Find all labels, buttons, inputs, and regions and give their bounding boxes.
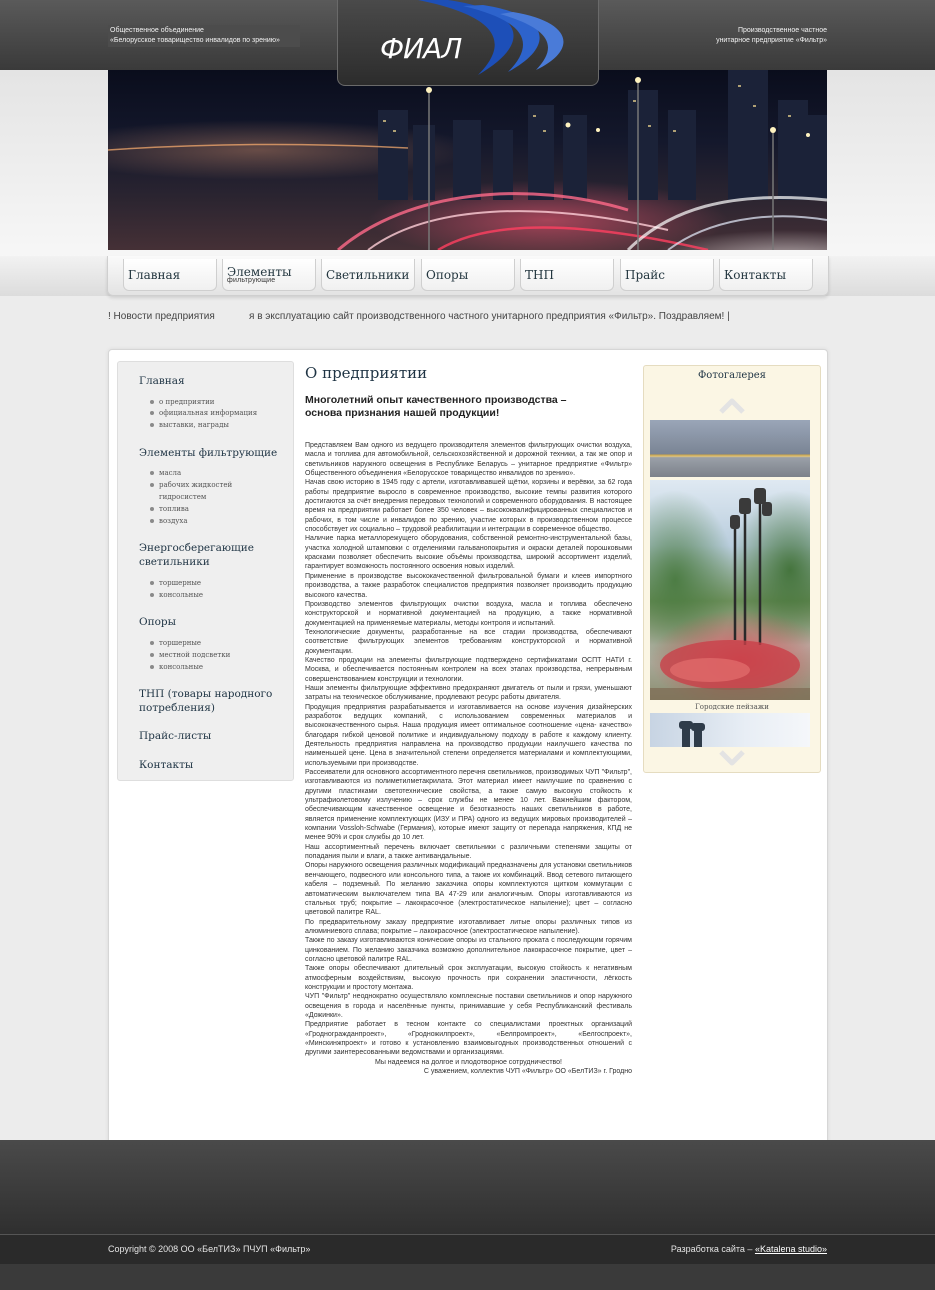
sidebar-subitem-console-poles[interactable]: консольные <box>159 662 203 674</box>
nav-item-label: Опоры <box>426 268 469 282</box>
sidebar-item-price-lists[interactable]: Прайс-листы <box>139 730 212 742</box>
footer-copyright: Copyright © 2008 ОО «БелТИЗ» ПЧУП «Фильтр» <box>108 1244 311 1254</box>
news-ticker-label: ! Новости предприятия <box>108 311 215 322</box>
sidebar-item-home[interactable]: Главная <box>139 375 185 387</box>
article-body <box>305 441 632 1076</box>
article-paragraph: Качество продукции на элементы фильтрующие подтверждено сертификатами ОСПТ НАТИ г. Москва, и обеспечивается постоянным контролем на всех этапах производства, непрерывным совершенствованием конструкции и технологии. <box>305 656 632 683</box>
nav-item-label: Элементы <box>227 265 292 279</box>
sidebar-subitem-about[interactable]: о предприятии <box>159 397 214 409</box>
header-left-line1: Общественное объединение <box>110 27 204 34</box>
sidebar-item-filter-elements[interactable]: Элементы фильтрующие <box>139 447 278 459</box>
nav-item-label: ТНП <box>525 268 554 282</box>
gallery-photo[interactable] <box>650 480 810 700</box>
hero-illustration <box>108 70 827 250</box>
nav-item-lamps[interactable] <box>321 259 415 291</box>
page-subtitle <box>305 394 632 420</box>
article-paragraph: Технологические документы, разработанные на все стадии производства, обеспечивают соответствие фильтрующих элементов требованиям конструкторской и нормативной документации. <box>305 628 632 655</box>
article-paragraph: Начав свою историю в 1945 году с артели, изготавливавшей щётки, корзины и верёвки, за 62 года работы предприятие выросло в современное производство, высокие темпы развития которого достигаются за счёт внедрения передовых технологий и современного оборудования. В настоящее время на предприятии работает более 350 человек – высококвалифицированных специалистов и рабочих, в том числе и инвалидов по зрению, участие которых в производственном процессе способствует их социально – трудовой реабилитации и интеграции в современное общество. <box>305 479 632 534</box>
article-paragraph: Применение в производстве высококачественной фильтровальной бумаги и клеев импортного производства, а также разработок специалистов предприятия позволяет производить продукцию высокого качества. <box>305 572 632 599</box>
article-paragraph: Наличие парка металлорежущего оборудования, собственной ремонтно-инструментальной базы, участка холодной штамповки с отделениями гальванопокрытия и окраски деталей порошковыми красками позволяет обеспечить высокие объёмы производства, широкий ассортимент изделий, гарантирует возможность постоянного освоения новых изделий. <box>305 535 632 571</box>
article-paragraph: Наши элементы фильтрующие эффективно предохраняют двигатель от пыли и грязи, уменьшают затраты на техническое обслуживание, продлевают ресурс работы двигателя. <box>305 684 632 702</box>
gallery-photo[interactable] <box>650 713 810 747</box>
page-subtitle-line2: основа признания нашей продукции! <box>305 407 500 419</box>
sidebar-subitem-working-fluids[interactable]: рабочих жидкостей <box>159 480 232 492</box>
article-paragraph: По предварительному заказу предприятие изготавливает литые опоры различных типов из алюминиевого сплава; покрытие – лакокрасочное (электростатическое напыление). <box>305 918 632 935</box>
article-paragraph: Представляем Вам одного из ведущего производителя элементов фильтрующих очистки воздуха, масла и топлива для автомобильной, сельскохозяйственной и дорожной техники, а так же опор и светильников наружного освещения в Республике Беларусь – унитарное предприятие «Фильтр» Общественного объединения «Белорусское товарищество инвалидов по зрению». <box>305 442 632 478</box>
sidebar-subitem-hydraulics[interactable]: гидросистем <box>159 493 207 501</box>
header-right-line2: унитарное предприятие «Фильтр» <box>716 37 827 44</box>
header-org-left <box>108 25 300 47</box>
nav-item-label: Главная <box>128 268 181 282</box>
footer-developer-label: Разработка сайта – <box>670 1244 755 1254</box>
hero-banner-city-night <box>108 70 827 250</box>
logo-tab <box>337 0 599 86</box>
chevron-up-icon[interactable] <box>719 396 745 414</box>
article-paragraph: Производство элементов фильтрующих очистки воздуха, масла и топлива обеспечено конструкторской и нормативной документацией на продукцию, а также нормативной документацией на применяемые материалы, методы контроля и испытаний. <box>305 600 632 627</box>
sidebar-subitem-fuel[interactable]: топлива <box>159 504 189 516</box>
sidebar-subitem-console-lamps[interactable]: консольные <box>159 590 203 602</box>
main-content <box>305 364 632 1076</box>
gallery-photo[interactable] <box>650 420 810 477</box>
developer-link[interactable]: «Katalena studio» <box>754 1244 827 1254</box>
article-closing: Мы надеемся на долгое и плодотворное сотрудничество! <box>374 1058 563 1066</box>
article-paragraph: ЧУП "Фильтр" неоднократно осуществляло комплексные поставки светильников и опор наружного освещения в города и населённые пункты, принимавшие у себя Республиканский фестиваль «Дожинки». <box>305 993 632 1019</box>
footer-developer <box>671 1244 827 1254</box>
article-paragraph: Продукция предприятия разрабатывается и изготавливается на основе изучения дизайнерских разработок ведущих компаний, с использованием современных материалов и высококачественного сырья. Наша продукция имеет оптимальное соотношение «цена- качество» благодаря гибкой ценовой политике и индивидуальному подходу в работе к каждому клиенту. Деятельность предприятия направлена на производство продукции наилучшего качества по наименьшей цене. Цена в значительной степени определяется материалами и комплектующими, используемыми при производстве. <box>305 703 632 767</box>
lower-band <box>0 1140 935 1234</box>
park-lamps-illustration <box>650 480 810 700</box>
news-ticker-text[interactable]: я в эксплуатацию сайт производственного частного унитарного предприятия «Фильтр». Поздравляем! | <box>249 311 730 322</box>
header-org-right <box>716 26 827 46</box>
sidebar-subitem-oil[interactable]: масла <box>159 468 181 480</box>
bottom-strip <box>0 1264 935 1290</box>
main-panel <box>108 349 828 1157</box>
nav-item-home[interactable] <box>123 259 217 291</box>
nav-item-poles[interactable] <box>421 259 515 291</box>
article-paragraph: Также по заказу изготавливаются конические опоры из стального проката с последующим горячим цинкованием. По желанию заказчика возможно дополнительное лакокрасочное покрытие, цвет – согласно цветовой палитре RAL. <box>305 937 632 963</box>
sidebar-item-contacts[interactable]: Контакты <box>139 759 194 771</box>
sidebar-item-consumer-goods[interactable]: ТНП (товары народного потребления) <box>139 688 273 714</box>
photo-gallery <box>643 365 821 773</box>
article-paragraph: Предприятие работает в тесном контакте со специалистами проектных организаций «Гродногражданпроект», «Гродножилпроект», «Белпромпроект», «Белгоспроект», «Минскинжпроект» и готово к установлению взаимовыгодных производственных отношений с другими заинтересованными ведомствами и организациями. <box>305 1021 632 1057</box>
sidebar-menu <box>117 361 294 781</box>
footer <box>0 1234 935 1264</box>
article-paragraph: Наш ассортиментный перечень включает светильники с различными степенями защиты от попадания пыли и влаги, а также антивандальные. <box>305 843 632 861</box>
page-title: О предприятии <box>305 364 428 382</box>
sidebar-item-poles[interactable]: Опоры <box>139 616 177 628</box>
sidebar-subitem-air[interactable]: воздуха <box>159 516 188 528</box>
nav-item-label: Светильники <box>326 268 410 282</box>
lamp-silhouette-illustration <box>650 713 810 747</box>
main-nav <box>107 256 829 296</box>
chevron-down-icon[interactable] <box>719 750 745 768</box>
nav-item-contacts[interactable] <box>719 259 813 291</box>
nav-item-consumer-goods[interactable] <box>520 259 614 291</box>
gallery-caption: Городские пейзажи <box>695 703 769 711</box>
sidebar-subitem-floor-poles[interactable]: торшерные <box>159 638 201 650</box>
logo-text[interactable]: ФИАЛ <box>380 32 462 65</box>
nav-item-sublabel: фильтрующие <box>227 277 276 284</box>
article-signature: С уважением, коллектив ЧУП «Фильтр» ОО «БелТИЗ» г. Гродно <box>423 1068 632 1076</box>
gallery-title: Фотогалерея <box>698 370 766 381</box>
article-paragraph: Опоры наружного освещения различных модификаций предназначены для установки светильников венчающего, подвесного или консольного типа, а также их комбинаций. Ввод сетевого питающего кабеля – подземный. По желанию заказчика опоры комплектуются щитком коммутации с автоматическим выключателем типа ВА 47-29 или аналогичным. Опоры изготавливаются из стальных труб; покрытие – лакокрасочное (электростатическое напыление); цвет – согласно цветовой палитре RAL. <box>305 862 632 917</box>
sidebar-subitem-floor-lamps[interactable]: торшерные <box>159 578 201 590</box>
article-paragraph: Также опоры обеспечивают длительный срок эксплуатации, высокую стойкость к негативным атмосферным воздействиям, высокую прочность при сохранении эластичности, лёгкость конструкции и простоту монтажа. <box>305 965 632 991</box>
nav-item-price[interactable] <box>620 259 714 291</box>
nav-item-filter-elements[interactable] <box>222 259 316 291</box>
header-left-line2: «Белорусское товарищество инвалидов по зрению» <box>110 37 280 44</box>
page-subtitle-line1: Многолетний опыт качественного производства – <box>305 394 567 406</box>
sidebar-subitem-exhibitions[interactable]: выставки, награды <box>159 420 229 432</box>
sidebar-subitem-official-info[interactable]: официальная информация <box>159 408 257 420</box>
sidebar-item-lamps[interactable]: Энергосберегающие светильники <box>139 542 255 568</box>
sidebar-subitem-local-lighting[interactable]: местной подсветки <box>159 650 230 662</box>
nav-item-label: Прайс <box>625 268 666 282</box>
header-right-line1: Производственное частное <box>737 27 827 34</box>
nav-item-label: Контакты <box>724 268 786 282</box>
article-paragraph: Рассеиватели для основного ассортиментного перечня светильников, производимых ЧУП "Фильтр", изготавливаются из полиметилметакрилата. Этот материал имеет наилучшие по сравнению с другими пластиками светотехнические свойства, а также самую высокую стойкость к ультрафиолетовому излучению – срок службы не менее 10 лет. Важнейшим фактором, обеспечивающим качественное освещение и безотказность наших светильников в работе, является применение комплектующих (ИЗУ и ПРА) одного из ведущих мировых производителей – компании Vossloh-Schwabe (Германия), которые имеют защиту от перепада напряжения, КПД не менее 90% и срок службы до 10 лет. <box>305 769 632 842</box>
